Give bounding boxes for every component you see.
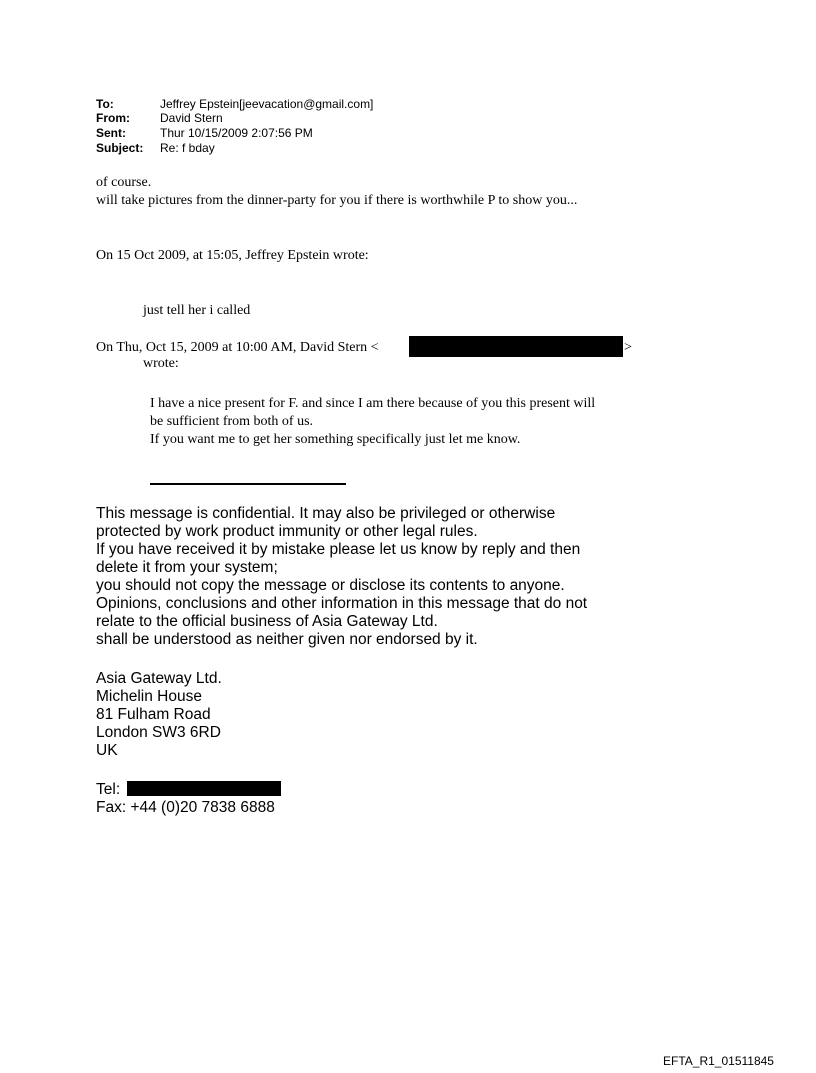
quote2-attribution-wrote: wrote:: [143, 356, 179, 371]
disclaimer-line-2: protected by work product immunity or other legal rules.: [96, 523, 478, 540]
disclaimer-line-5: you should not copy the message or disclose its contents to anyone.: [96, 577, 565, 594]
signature-divider: [150, 483, 346, 485]
message-line-1: of course.: [96, 175, 152, 190]
subject-value: Re: f bday: [160, 141, 215, 155]
sent-label: Sent:: [96, 126, 126, 140]
disclaimer-line-7: relate to the official business of Asia Gateway Ltd.: [96, 613, 438, 630]
address-line-3: 81 Fulham Road: [96, 706, 211, 723]
quote2-line-1: I have a nice present for F. and since I am there because of you this present will: [150, 396, 596, 411]
fax-line: Fax: +44 (0)20 7838 6888: [96, 799, 275, 816]
to-value: Jeffrey Epstein[jeevacation@gmail.com]: [160, 97, 374, 111]
from-label: From:: [96, 111, 130, 125]
disclaimer-line-3: If you have received it by mistake please let us know by reply and then: [96, 541, 581, 558]
quote2-attribution-start: On Thu, Oct 15, 2009 at 10:00 AM, David Stern <: [96, 340, 379, 355]
from-value: David Stern: [160, 111, 223, 125]
quote2-attribution-end: >: [624, 340, 632, 355]
to-label: To:: [96, 97, 114, 111]
message-line-2: will take pictures from the dinner-party for you if there is worthwhile P to show you...: [96, 193, 578, 208]
address-line-4: London SW3 6RD: [96, 724, 221, 741]
disclaimer-line-1: This message is confidential. It may also be privileged or otherwise: [96, 505, 556, 522]
quote1-attribution: On 15 Oct 2009, at 15:05, Jeffrey Epstein wrote:: [96, 248, 369, 263]
sent-value: Thur 10/15/2009 2:07:56 PM: [160, 126, 313, 140]
disclaimer-line-6: Opinions, conclusions and other information in this message that do not: [96, 595, 588, 612]
address-line-2: Michelin House: [96, 688, 202, 705]
redaction-email: [409, 336, 623, 357]
quote2-line-2: be sufficient from both of us.: [150, 414, 314, 429]
address-line-1: Asia Gateway Ltd.: [96, 670, 222, 687]
quote1-text: just tell her i called: [143, 303, 251, 318]
subject-label: Subject:: [96, 141, 144, 155]
address-line-5: UK: [96, 742, 118, 759]
quote2-line-3: If you want me to get her something specifically just let me know.: [150, 432, 521, 447]
redaction-tel: [127, 781, 281, 796]
tel-label: Tel:: [96, 781, 121, 798]
document-id: EFTA_R1_01511845: [663, 1054, 774, 1068]
disclaimer-line-8: shall be understood as neither given nor endorsed by it.: [96, 631, 478, 648]
disclaimer-line-4: delete it from your system;: [96, 559, 278, 576]
